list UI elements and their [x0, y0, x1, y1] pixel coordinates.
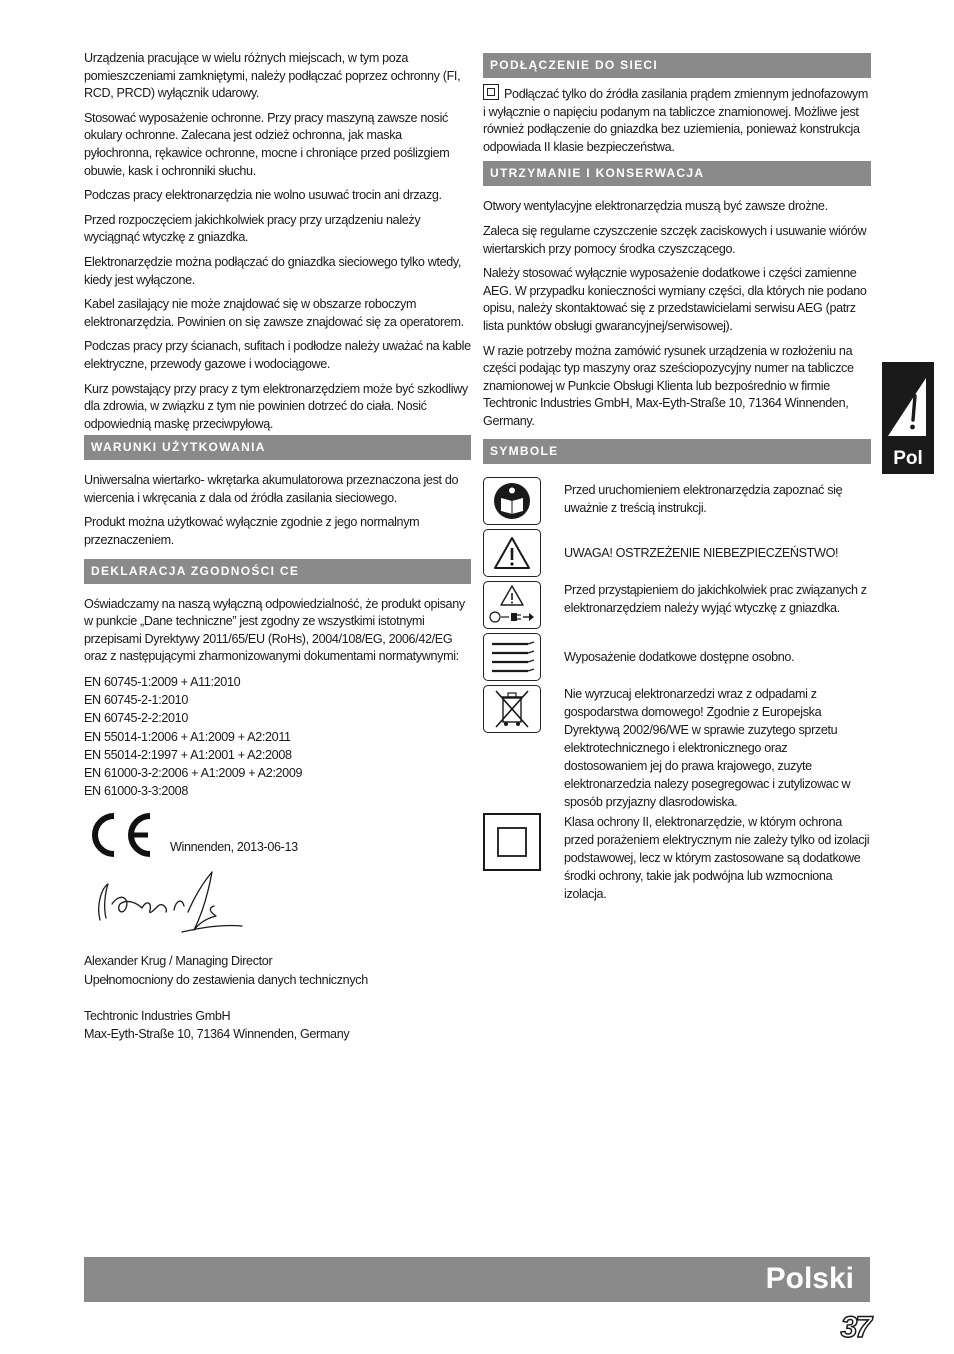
- class-ii-icon: [483, 813, 541, 871]
- symbol-row: [483, 581, 871, 629]
- symbol-row: [483, 685, 871, 811]
- exclamation-icon: [882, 366, 934, 446]
- paragraph: Stosować wyposażenie ochronne. Przy pracy maszyną zawsze nosić okulary ochronne. Zalecana jest odzież ochronna, jak maska pyłochronna, rękawice ochronne, mocne i chroniące przed poślizgiem obuwie, kask i ochronniki słuchu.: [84, 110, 450, 178]
- company-address: Max-Eyth-Straße 10, 71364 Winnenden, Germany: [84, 1027, 350, 1042]
- footer-language: Polski: [765, 1262, 854, 1295]
- safety-paragraphs: [84, 50, 471, 433]
- language-code: Pol: [893, 448, 923, 469]
- accessories-icon: [483, 633, 541, 681]
- standard-item: EN 55014-2:1997 + A1:2001 + A2:2008: [84, 747, 292, 762]
- page-number: 37: [840, 1311, 870, 1344]
- section-heading-symbole: SYMBOLE: [483, 439, 871, 464]
- symbol-text: Przed przystąpieniem do jakichkolwiek prac związanych z elektronarzędziem należy wyjąć wtyczkę z gniazdka.: [564, 582, 867, 615]
- signer-name: Alexander Krug / Managing Director: [84, 954, 273, 969]
- standard-item: EN 61000-3-3:2008: [84, 784, 188, 799]
- paragraph: Kurz powstający przy pracy z tym elektronarzędziem może być szkodliwy dla zdrowia, w związku z tym nie powinien dotrzeć do ciała. Nosić odpowiednią maskę przeciwpyłową.: [84, 381, 468, 431]
- paragraph: [483, 84, 871, 156]
- signer-block: [84, 952, 471, 1043]
- section-heading-deklaracja: DEKLARACJA ZGODNOŚCI CE: [84, 559, 471, 584]
- paragraph: Zaleca się regularne czyszczenie szczęk zaciskowych i usuwanie wiórów wiertarskich przy pomocy środka czyszczącego.: [483, 223, 867, 256]
- section-heading-podlaczenie: PODŁĄCZENIE DO SIECI: [483, 53, 871, 78]
- standard-item: EN 60745-1:2009 + A11:2010: [84, 675, 241, 690]
- ce-block: [84, 810, 471, 862]
- crossed-bin-icon: [483, 685, 541, 733]
- symbol-text: Przed uruchomieniem elektronarzędzia zapoznać się uważnie z treścią instrukcji.: [564, 482, 843, 515]
- symbol-text: Klasa ochrony II, elektronarzędzie, w którym ochrona przed porażeniem elektrycznym nie zależy tylko od izolacji podstawowej, lecz w którym zastosowane są dodatkowe środki ochrony, takie jak podwójna lub wzmocniona izolacja.: [564, 814, 870, 901]
- symbol-text: Wyposażenie dodatkowe dostępne osobno.: [564, 649, 795, 664]
- standard-item: EN 60745-2-2:2010: [84, 711, 188, 726]
- ce-mark-icon: [86, 810, 156, 860]
- language-side-tab: [882, 362, 934, 474]
- symbol-row: [483, 813, 871, 903]
- section-heading-utrzymanie: UTRZYMANIE I KONSERWACJA: [483, 161, 871, 186]
- signature: [90, 864, 260, 946]
- signer-role: Upełnomocniony do zestawienia danych technicznych: [84, 972, 368, 987]
- paragraph: Podczas pracy elektronarzędzia nie wolno usuwać trocin ani drzazg.: [84, 188, 442, 203]
- paragraph: Produkt można użytkować wyłącznie zgodnie z jego normalnym przeznaczeniem.: [84, 515, 420, 548]
- paragraph: Podczas pracy przy ścianach, sufitach i podłodze należy uważać na kable elektryczne, przewody gazowe i wodociągowe.: [84, 339, 471, 371]
- place-date: Winnenden, 2013-06-13: [170, 840, 298, 855]
- paragraph: Kabel zasilający nie może znajdować się w obszarze roboczym elektronarzędzia. Powinien on się zawsze znajdować się za operatorem.: [84, 297, 464, 329]
- paragraph: Uniwersalna wiertarko- wkrętarka akumulatorowa przeznaczona jest do wiercenia i wkręcania z dala od źródła zasilania sieciowego.: [84, 473, 459, 505]
- paragraph: W razie potrzeby można zamówić rysunek urządzenia w rozłożeniu na części podając typ maszyny oraz sześciopozycyjny numer na tabliczce znamionowej w Punkcie Obsługi Klienta lub bezpośrednio w firmie Techtronic Industries GmbH, Max-Eyth-Straße 10, 71364 Winnenden, Germany.: [483, 343, 854, 428]
- footer-bar: [84, 1257, 870, 1302]
- left-column: [84, 50, 471, 1043]
- declaration-paragraph: Oświadczamy na naszą wyłączną odpowiedzialność, że produkt opisany w punkcie „Dane techniczne” jest zgodny ze wszystkimi istotnymi przepisami Dyrektywy 2011/65/EU (RoHs), 2004/108/EG, 2006/42/EG oraz z następującymi zharmonizowanymi dokumentami normatywnymi:: [84, 596, 465, 664]
- symbols-list: [483, 477, 871, 903]
- symbol-row: [483, 477, 871, 525]
- standards-list: [84, 673, 471, 800]
- paragraph: Urządzenia pracujące w wielu różnych miejscach, w tym poza pomieszczeniami zamkniętymi, należy podłączać poprzez ochronny (FI, RCD, PRCD) wyłącznik udarowy.: [84, 51, 461, 101]
- symbol-text: UWAGA! OSTRZEŻENIE NIEBEZPIECZEŃSTWO!: [564, 545, 839, 560]
- unplug-warning-icon: [483, 581, 541, 629]
- paragraph: Otwory wentylacyjne elektronarzędzia muszą być zawsze drożne.: [483, 199, 828, 214]
- right-column: [483, 53, 871, 907]
- class-ii-small-icon: [483, 84, 499, 100]
- paragraph: Przed rozpoczęciem jakichkolwiek pracy przy urządzeniu należy wyciągnąć wtyczkę z gniazdka.: [84, 212, 421, 245]
- paragraph: Należy stosować wyłącznie wyposażenie dodatkowe i części zamienne AEG. W przypadku konieczności wymiany części, dla których nie podano opisu, należy skontaktować się z przedstawicielami serwisu AEG (patrz lista punktów obsługi gwarancyjnej/serwisowej).: [483, 266, 867, 333]
- standard-item: EN 61000-3-2:2006 + A1:2009 + A2:2009: [84, 766, 303, 781]
- section-heading-warunki: WARUNKI UŻYTKOWANIA: [84, 435, 471, 460]
- standard-item: EN 60745-2-1:2010: [84, 693, 188, 708]
- read-manual-icon: [483, 477, 541, 525]
- paragraph: Elektronarzędzie można podłączać do gniazdka sieciowego tylko wtedy, kiedy jest wyłączone.: [84, 254, 462, 287]
- standard-item: EN 55014-1:2006 + A1:2009 + A2:2011: [84, 729, 291, 744]
- symbol-text: Nie wyrzucaj elektronarzedzi wraz z odpadami z gospodarstwa domowego! Zgodnie z Europejska Dyrektywą 2002/96/WE w sprawie zuzytego sprzetu elektrotechnicznego i elektronicznego oraz dostosowaniem jej do prawa krajowego, zuzyte elektronarzedzia nalezy posegregowac i zutylizowac w sposób przyjazny dlasrodowiska.: [564, 686, 851, 809]
- company-name: Techtronic Industries GmbH: [84, 1008, 231, 1023]
- symbol-row: [483, 633, 871, 681]
- symbol-row: [483, 529, 871, 577]
- connection-text: Podłączać tylko do źródła zasilania prądem zmiennym jednofazowym i wyłącznie o napięciu podanym na tabliczce znamionowej. Możliwe jest również podłączenie do gniazdka bez uziemienia, ponieważ konstrukcja odpowiada II klasie bezpieczeństwa.: [483, 87, 868, 154]
- warning-triangle-icon: [483, 529, 541, 577]
